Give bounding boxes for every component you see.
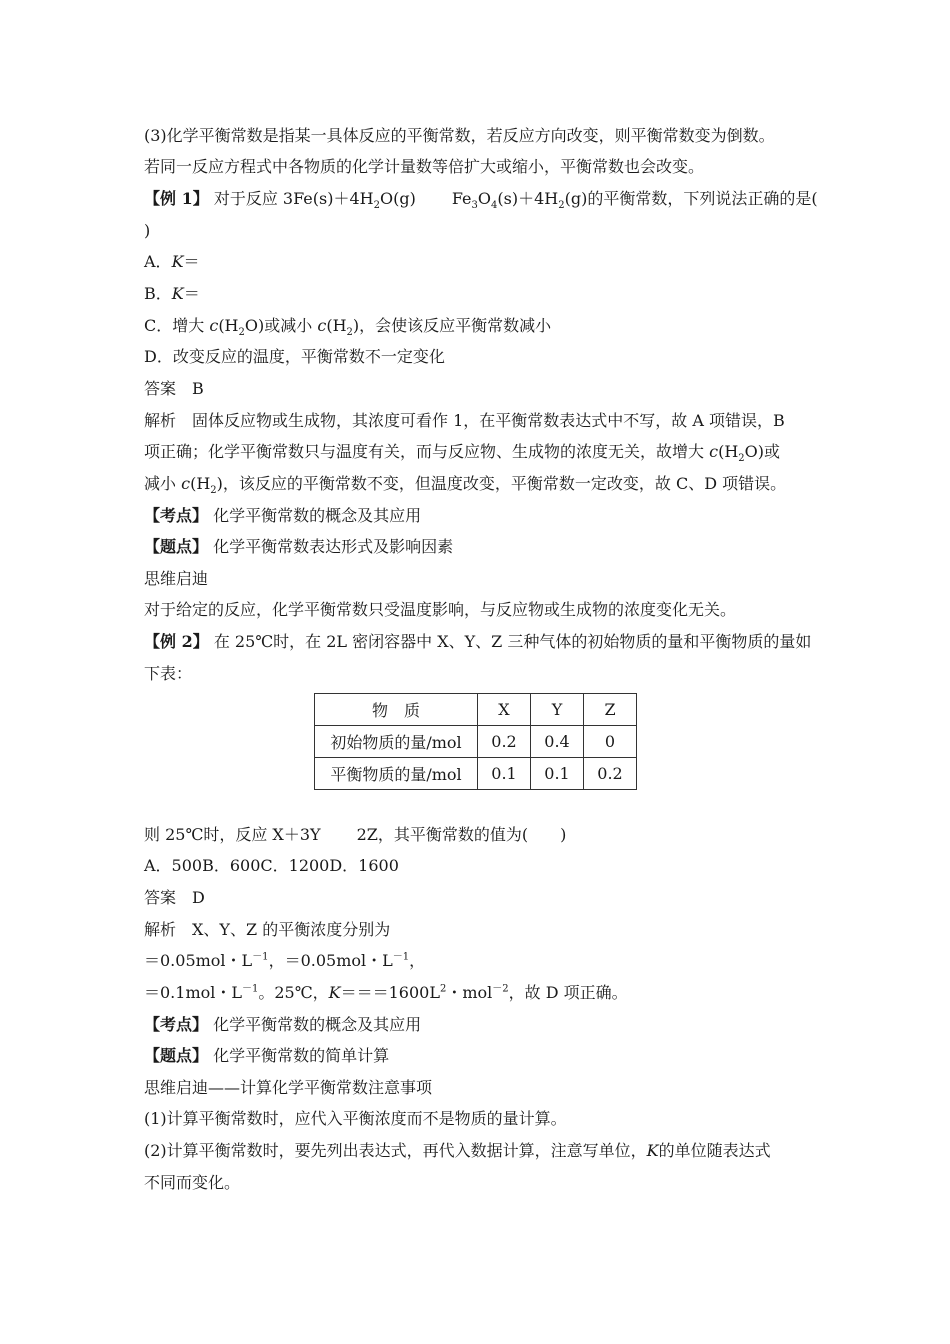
- question-text: 2Z，其平衡常数的值为( ): [356, 825, 567, 844]
- tidian-text: 化学平衡常数的简单计算: [213, 1046, 390, 1065]
- example-2-answer: [144, 888, 205, 908]
- analysis-text: ，故 D 项正确。: [508, 983, 628, 1002]
- thinking-text: (2)计算平衡常数时，要先列出表达式，再代入数据计算，注意写单位，: [144, 1141, 647, 1160]
- table-row: [315, 726, 637, 758]
- answer-label: 答案: [144, 379, 177, 398]
- analysis-text: ，＝0.05mol・L: [268, 951, 393, 970]
- example-2-tag: 【例 2】: [144, 632, 209, 651]
- example-1-thinking-text: 对于给定的反应，化学平衡常数只受温度影响，与反应物或生成物的浓度变化无关。: [144, 600, 737, 619]
- example-2-analysis-1: [144, 920, 390, 940]
- table-cell: 物 质: [315, 694, 478, 726]
- analysis-text: X、Y、Z 的平衡浓度分别为: [192, 920, 391, 939]
- table-cell: 0.2: [478, 726, 531, 758]
- subscript: 2: [558, 200, 565, 212]
- concentration-symbol: c: [709, 442, 719, 461]
- answer-value: B: [192, 379, 204, 398]
- equals-sign: ＝: [183, 284, 200, 303]
- example-2-options: A．500B．600C．1200D．1600: [144, 856, 399, 875]
- analysis-text: (H: [190, 474, 211, 493]
- table-cell: Z: [584, 694, 637, 726]
- option-text: (H: [326, 316, 347, 335]
- superscript: －1: [392, 951, 410, 963]
- data-table: [314, 693, 637, 790]
- analysis-text: 减小: [144, 474, 177, 493]
- answer-value: D: [192, 888, 205, 907]
- option-text: (H: [218, 316, 239, 335]
- k-symbol: K: [171, 284, 184, 303]
- example-2-question: [144, 825, 566, 845]
- analysis-text: 。25℃，: [258, 983, 329, 1002]
- analysis-text: ＝＝＝1600L: [340, 983, 440, 1002]
- subscript: 2: [346, 327, 353, 339]
- example-2-thinking-title: 思维启迪——计算化学平衡常数注意事项: [144, 1078, 433, 1097]
- paragraph-note-3-cont: 若同一反应方程式中各物质的化学计量数等倍扩大或缩小，平衡常数也会改变。: [144, 157, 705, 176]
- concentration-symbol: c: [317, 316, 327, 335]
- example-1-tidian: [144, 537, 453, 557]
- table-cell: 0: [584, 726, 637, 758]
- example-2-thinking-2: [144, 1141, 771, 1161]
- table-cell: 初始物质的量/mol: [315, 726, 478, 758]
- example-2-tidian: [144, 1046, 389, 1066]
- example-1-answer: [144, 379, 204, 399]
- k-symbol: K: [171, 252, 184, 271]
- subscript: 3: [471, 200, 478, 212]
- example-2-analysis-3: [144, 983, 628, 1003]
- option-label: B．: [144, 284, 172, 303]
- analysis-text: )，该反应的平衡常数不变，但温度改变，平衡常数一定改变，故 C、D 项错误。: [216, 474, 787, 493]
- subscript: 2: [738, 453, 745, 465]
- table-cell: 0.2: [584, 758, 637, 790]
- option-label: A．: [144, 252, 172, 271]
- superscript: －2: [492, 983, 509, 995]
- stem-part: O: [477, 189, 492, 208]
- example-1-analysis-1: [144, 411, 785, 431]
- kaodian-text: 化学平衡常数的概念及其应用: [213, 506, 422, 525]
- stem-part: Fe: [451, 189, 472, 208]
- stem-part: (s)＋4H: [497, 189, 559, 208]
- table-cell: X: [478, 694, 531, 726]
- analysis-text: 项正确；化学平衡常数只与温度有关，而与反应物、生成物的浓度无关，故增大: [144, 442, 705, 461]
- example-1-kaodian: [144, 506, 421, 526]
- example-2-thinking-3: 不同而变化。: [144, 1173, 241, 1192]
- analysis-label: 解析: [144, 411, 177, 430]
- example-1-analysis-3: [144, 474, 787, 497]
- analysis-label: 解析: [144, 920, 177, 939]
- example-1-thinking-title: 思维启迪: [144, 569, 209, 588]
- tidian-label: 【题点】: [144, 1046, 209, 1065]
- option-d: D．改变反应的温度，平衡常数不一定变化: [144, 347, 445, 366]
- example-2-thinking-1: (1)计算平衡常数时，应代入平衡浓度而不是物质的量计算。: [144, 1109, 567, 1128]
- example-2-stem: [144, 632, 811, 652]
- concentration-symbol: c: [209, 316, 219, 335]
- kaodian-label: 【考点】: [144, 1015, 209, 1034]
- answer-label: 答案: [144, 888, 177, 907]
- example-1-stem: [144, 189, 818, 212]
- table-cell: Y: [531, 694, 584, 726]
- paragraph-note-3: (3)化学平衡常数是指某一具体反应的平衡常数，若反应方向改变，则平衡常数变为倒数。: [144, 126, 775, 145]
- superscript: －1: [242, 983, 259, 995]
- analysis-text: ・mol: [446, 983, 493, 1002]
- option-text: )，会使该反应平衡常数减小: [352, 316, 552, 335]
- table-header-row: [315, 694, 637, 726]
- thinking-text: 的单位随表达式: [658, 1141, 771, 1160]
- option-text: O)或减小: [244, 316, 313, 335]
- example-2-analysis-2: [144, 951, 425, 971]
- subscript: 4: [491, 200, 498, 212]
- superscript: 2: [439, 983, 447, 995]
- stem-text: 在 25℃时，在 2L 密闭容器中 X、Y、Z 三种气体的初始物质的量和平衡物质的量如: [213, 632, 812, 651]
- table-cell: 平衡物质的量/mol: [315, 758, 478, 790]
- question-text: 则 25℃时，反应 X＋3Y: [144, 825, 321, 844]
- option-b: [144, 284, 200, 304]
- option-text: C．增大: [144, 316, 205, 335]
- table-row: [315, 758, 637, 790]
- concentration-symbol: c: [181, 474, 191, 493]
- analysis-text: ＝0.05mol・L: [144, 951, 253, 970]
- example-1-analysis-2: [144, 442, 781, 465]
- example-1-stem-close: ): [144, 221, 151, 240]
- kaodian-text: 化学平衡常数的概念及其应用: [213, 1015, 422, 1034]
- analysis-text: O)或: [744, 442, 781, 461]
- stem-part: O(g): [379, 189, 416, 208]
- analysis-text: ＝0.1mol・L: [144, 983, 242, 1002]
- stem-part: 对于反应 3Fe(s)＋4H: [213, 189, 374, 208]
- analysis-text: (H: [718, 442, 739, 461]
- equals-sign: ＝: [183, 252, 200, 271]
- tidian-text: 化学平衡常数表达形式及影响因素: [213, 537, 454, 556]
- option-c: [144, 316, 552, 339]
- table-cell: 0.1: [478, 758, 531, 790]
- k-symbol: K: [328, 983, 341, 1002]
- tidian-label: 【题点】: [144, 537, 209, 556]
- example-2-stem-cont: 下表：: [144, 664, 193, 683]
- table-cell: 0.4: [531, 726, 584, 758]
- subscript: 2: [373, 200, 380, 212]
- subscript: 2: [238, 327, 245, 339]
- analysis-text: ，: [409, 951, 426, 970]
- k-symbol: K: [646, 1141, 659, 1160]
- example-2-kaodian: [144, 1015, 421, 1035]
- kaodian-label: 【考点】: [144, 506, 209, 525]
- example-1-tag: 【例 1】: [144, 189, 209, 208]
- option-a: [144, 252, 200, 272]
- stem-part: (g)的平衡常数，下列说法正确的是(: [564, 189, 818, 208]
- table-cell: 0.1: [531, 758, 584, 790]
- subscript: 2: [210, 485, 217, 497]
- analysis-text: 固体反应物或生成物，其浓度可看作 1，在平衡常数表达式中不写，故 A 项错误，B: [192, 411, 785, 430]
- superscript: －1: [252, 951, 269, 963]
